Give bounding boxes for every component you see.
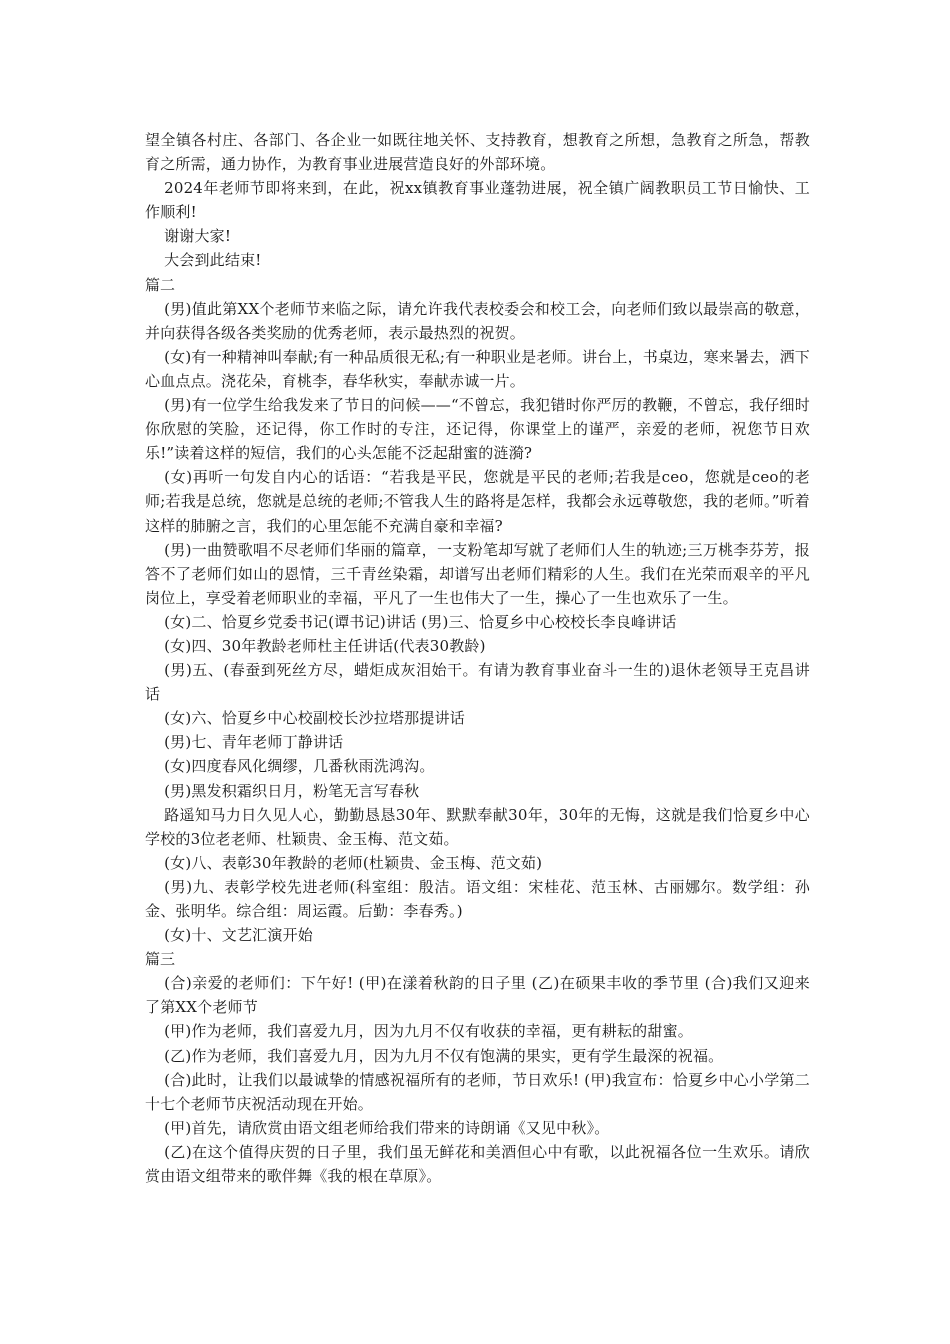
paragraph: (男)一曲赞歌唱不尽老师们华丽的篇章，一支粉笔却写就了老师们人生的轨迹;三万桃李芬芳，报答不了老师们如山的恩情，三千青丝染霜，却谱写出老师们精彩的人生。我们在光荣而艰辛的平凡岗位上，享受着老师职业的幸福，平凡了一生也伟大了一生，操心了一生也欢乐了一生。 [145, 540, 810, 607]
section-heading-3: 篇三 [145, 950, 176, 969]
paragraph: (男)值此第XX个老师节来临之际，请允许我代表校委会和校工会，向老师们致以最崇高的敬意，并向获得各级各类奖励的优秀老师，表示最热烈的祝贺。 [145, 299, 810, 342]
paragraph: (男)七、青年老师丁静讲话 [164, 733, 344, 752]
paragraph-closing: 大会到此结束! [164, 251, 262, 270]
paragraph: (女)有一种精神叫奉献;有一种品质很无私;有一种职业是老师。讲台上，书桌边，寒来暑去，洒下心血点点。浇花朵，育桃李，春华秋实，奉献赤诚一片。 [145, 347, 810, 390]
paragraph: (合)此时，让我们以最诚挚的情感祝福所有的老师，节日欢乐! (甲)我宣布：恰夏乡中心小学第二十七个老师节庆祝活动现在开始。 [145, 1070, 810, 1113]
paragraph: (甲)首先，请欣赏由语文组老师给我们带来的诗朗诵《又见中秋》。 [164, 1118, 610, 1137]
paragraph: (女)二、恰夏乡党委书记(谭书记)讲话 (男)三、恰夏乡中心校校长李良峰讲话 [164, 612, 677, 631]
paragraph: (乙)作为老师，我们喜爱九月，因为九月不仅有饱满的果实，更有学生最深的祝福。 [164, 1046, 724, 1065]
paragraph: (女)六、恰夏乡中心校副校长沙拉塔那提讲话 [164, 709, 465, 728]
paragraph: (男)黑发积霜织日月，粉笔无言写春秋 [164, 781, 420, 800]
document-body [145, 128, 810, 1188]
paragraph: (女)十、文艺汇演开始 [164, 926, 313, 945]
paragraph: (男)有一位学生给我发来了节日的问候——“不曾忘，我犯错时你严厉的教鞭，不曾忘，我仔细时你欣慰的笑脸，还记得，你工作时的专注，还记得，你课堂上的谨严，亲爱的老师，祝您节日欢乐!”读着这样的短信，我们的心头怎能不泛起甜蜜的涟漪? [145, 396, 810, 463]
paragraph-wishes: 2024年老师节即将来到，在此，祝xx镇教育事业蓬勃进展，祝全镇广阔教职员工节日愉快、工作顺利! [145, 179, 810, 222]
paragraph: (女)再听一句发自内心的话语：“若我是平民，您就是平民的老师;若我是ceo，您就是ceo的老师;若我是总统，您就是总统的老师;不管我人生的路将是怎样，我都会永远尊敬您，我的老师。”听着这样的肺腑之言，我们的心里怎能不充满自豪和幸福? [145, 468, 810, 535]
paragraph-continuation: 望全镇各村庄、各部门、各企业一如既往地关怀、支持教育，想教育之所想，急教育之所急，帮教育之所需，通力协作，为教育事业进展营造良好的外部环境。 [145, 131, 810, 174]
paragraph: (合)亲爱的老师们：下午好! (甲)在漾着秋韵的日子里 (乙)在硕果丰收的季节里 (合)我们又迎来了第XX个老师节 [145, 974, 810, 1017]
paragraph: (男)九、表彰学校先进老师(科室组：殷洁。语文组：宋桂花、范玉林、古丽娜尔。数学组：孙金、张明华。综合组：周运霞。后勤：李春秀。) [145, 877, 810, 920]
paragraph: (女)四、30年教龄老师杜主任讲话(代表30教龄) [164, 636, 486, 655]
paragraph: (男)五、(春蚕到死丝方尽，蜡炬成灰泪始干。有请为教育事业奋斗一生的)退休老领导王克昌讲话 [145, 661, 810, 704]
paragraph: (甲)作为老师，我们喜爱九月，因为九月不仅有收获的幸福，更有耕耘的甜蜜。 [164, 1022, 693, 1041]
paragraph-thanks: 谢谢大家! [164, 227, 232, 246]
paragraph: (女)四度春风化绸缪，几番秋雨洗鸿沟。 [164, 757, 435, 776]
section-heading-2: 篇二 [145, 275, 176, 294]
paragraph: (女)八、表彰30年教龄的老师(杜颖贵、金玉梅、范文茹) [164, 853, 543, 872]
paragraph: 路遥知马力日久见人心，勤勤恳恳30年、默默奉献30年，30年的无悔，这就是我们恰夏乡中心学校的3位老老师、杜颖贵、金玉梅、范文茹。 [145, 805, 810, 848]
paragraph: (乙)在这个值得庆贺的日子里，我们虽无鲜花和美酒但心中有歌，以此祝福各位一生欢乐。请欣赏由语文组带来的歌伴舞《我的根在草原》。 [145, 1142, 810, 1186]
